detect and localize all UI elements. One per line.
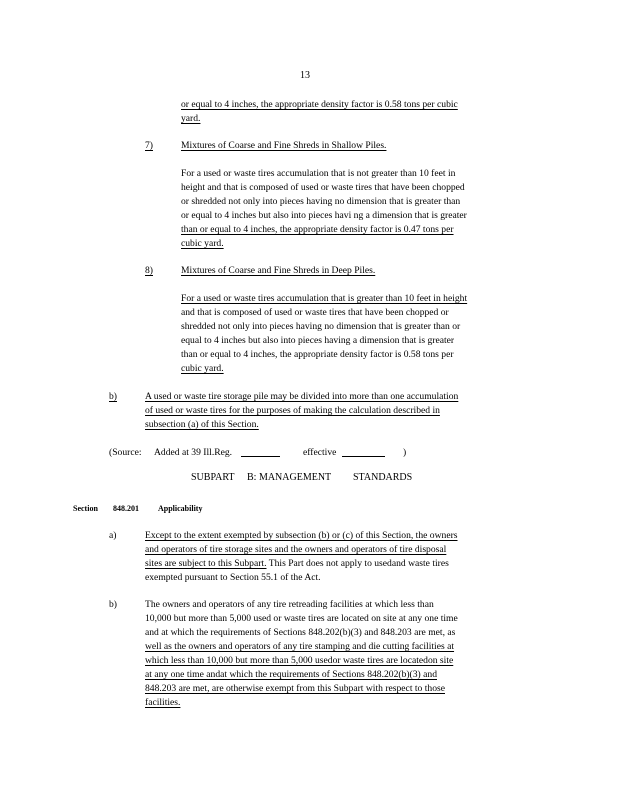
paragraph-line: equal to 4 inches but also into pieces having a dimension that is greater	[181, 335, 455, 346]
item-heading: Mixtures of Coarse and Fine Shreds in Deep Piles.	[181, 265, 376, 276]
continued-text-line: or equal to 4 inches, the appropriate density factor is 0.58 tons per cubic	[181, 99, 458, 110]
paragraph-line: or equal to 4 inches but also into pieces havi ng a dimension that is greater	[181, 210, 467, 221]
blank-line	[241, 456, 280, 457]
paragraph-line: The owners and operators of any tire retreading facilities at which less than	[145, 599, 434, 610]
subpart-heading: STANDARDS	[353, 472, 413, 483]
paragraph-line: 10,000 but more than 5,000 used or waste tires are located on site at any one time	[145, 613, 458, 624]
paragraph-line: height and that is composed of used or waste tires that have been chopped	[181, 182, 465, 193]
continued-text-line: yard.	[181, 113, 201, 124]
paragraph-line: and at which the requirements of Sections 848.202(b)(3) and 848.203 are met, as	[145, 627, 456, 638]
paragraph-line	[145, 557, 449, 571]
section-label: Section	[73, 504, 98, 513]
source-label: (Source:	[109, 447, 142, 458]
paragraph-line: and operators of tire storage sites and the owners and operators of tire disposal	[145, 544, 447, 555]
item-marker: 8)	[145, 265, 153, 276]
source-close: )	[403, 447, 407, 458]
paragraph-line: shredded not only into pieces having no dimension that is greater than or	[181, 321, 461, 332]
paragraph-line: at any one time andat which the requirements of Sections 848.202(b)(3) and	[145, 669, 437, 680]
section-number: 848.201	[113, 504, 139, 513]
paragraph-line: which less than 10,000 but more than 5,000 usedor waste tires are locatedon site	[145, 655, 454, 666]
subpart-heading: SUBPART	[191, 472, 235, 483]
source-effective: effective	[303, 447, 337, 458]
paragraph-line: cubic yard.	[181, 363, 224, 374]
item-marker: b)	[109, 599, 117, 610]
paragraph-line: and that is composed of used or waste tires that have been chopped or	[181, 307, 449, 318]
item-heading: Mixtures of Coarse and Fine Shreds in Shallow Piles.	[181, 140, 387, 151]
subpart-heading: B: MANAGEMENT	[247, 472, 332, 483]
paragraph-line: exempted pursuant to Section 55.1 of the Act.	[145, 572, 321, 583]
paragraph-line: For a used or waste tires accumulation that is greater than 10 feet in height	[181, 293, 468, 304]
paragraph-line: 848.203 are met, are otherwise exempt from this Subpart with respect to those	[145, 683, 445, 694]
source-added: Added at 39 Ill.Reg.	[154, 447, 233, 458]
item-marker: b)	[109, 391, 117, 402]
item-marker: a)	[109, 530, 117, 541]
paragraph-line: For a used or waste tires accumulation that is not greater than 10 feet in	[181, 168, 456, 179]
item-marker: 7)	[145, 140, 153, 151]
plain-text: This Part does not apply to usedand waste tires	[266, 558, 449, 569]
paragraph-line: Except to the extent exempted by subsection (b) or (c) of this Section, the owners	[145, 530, 458, 541]
underlined-text: sites are subject to this Subpart.	[145, 558, 267, 569]
paragraph-line: than or equal to 4 inches, the appropriate density factor is 0.58 tons per	[181, 349, 454, 360]
paragraph-line: cubic yard.	[181, 238, 224, 249]
paragraph-line: A used or waste tire storage pile may be divided into more than one accumulation	[145, 391, 459, 402]
section-title: Applicability	[158, 504, 203, 513]
page-number: 13	[300, 70, 310, 81]
paragraph-line: subsection (a) of this Section.	[145, 419, 259, 430]
paragraph-line: of used or waste tires for the purposes of making the calculation described in	[145, 405, 440, 416]
paragraph-line: or shredded not only into pieces having no dimension that is greater than	[181, 196, 461, 207]
paragraph-line: facilities.	[145, 697, 181, 708]
paragraph-line: well as the owners and operators of any tire stamping and die cutting facilities at	[145, 641, 455, 652]
paragraph-line: than or equal to 4 inches, the appropriate density factor is 0.47 tons per	[181, 224, 454, 235]
blank-line	[342, 456, 385, 457]
